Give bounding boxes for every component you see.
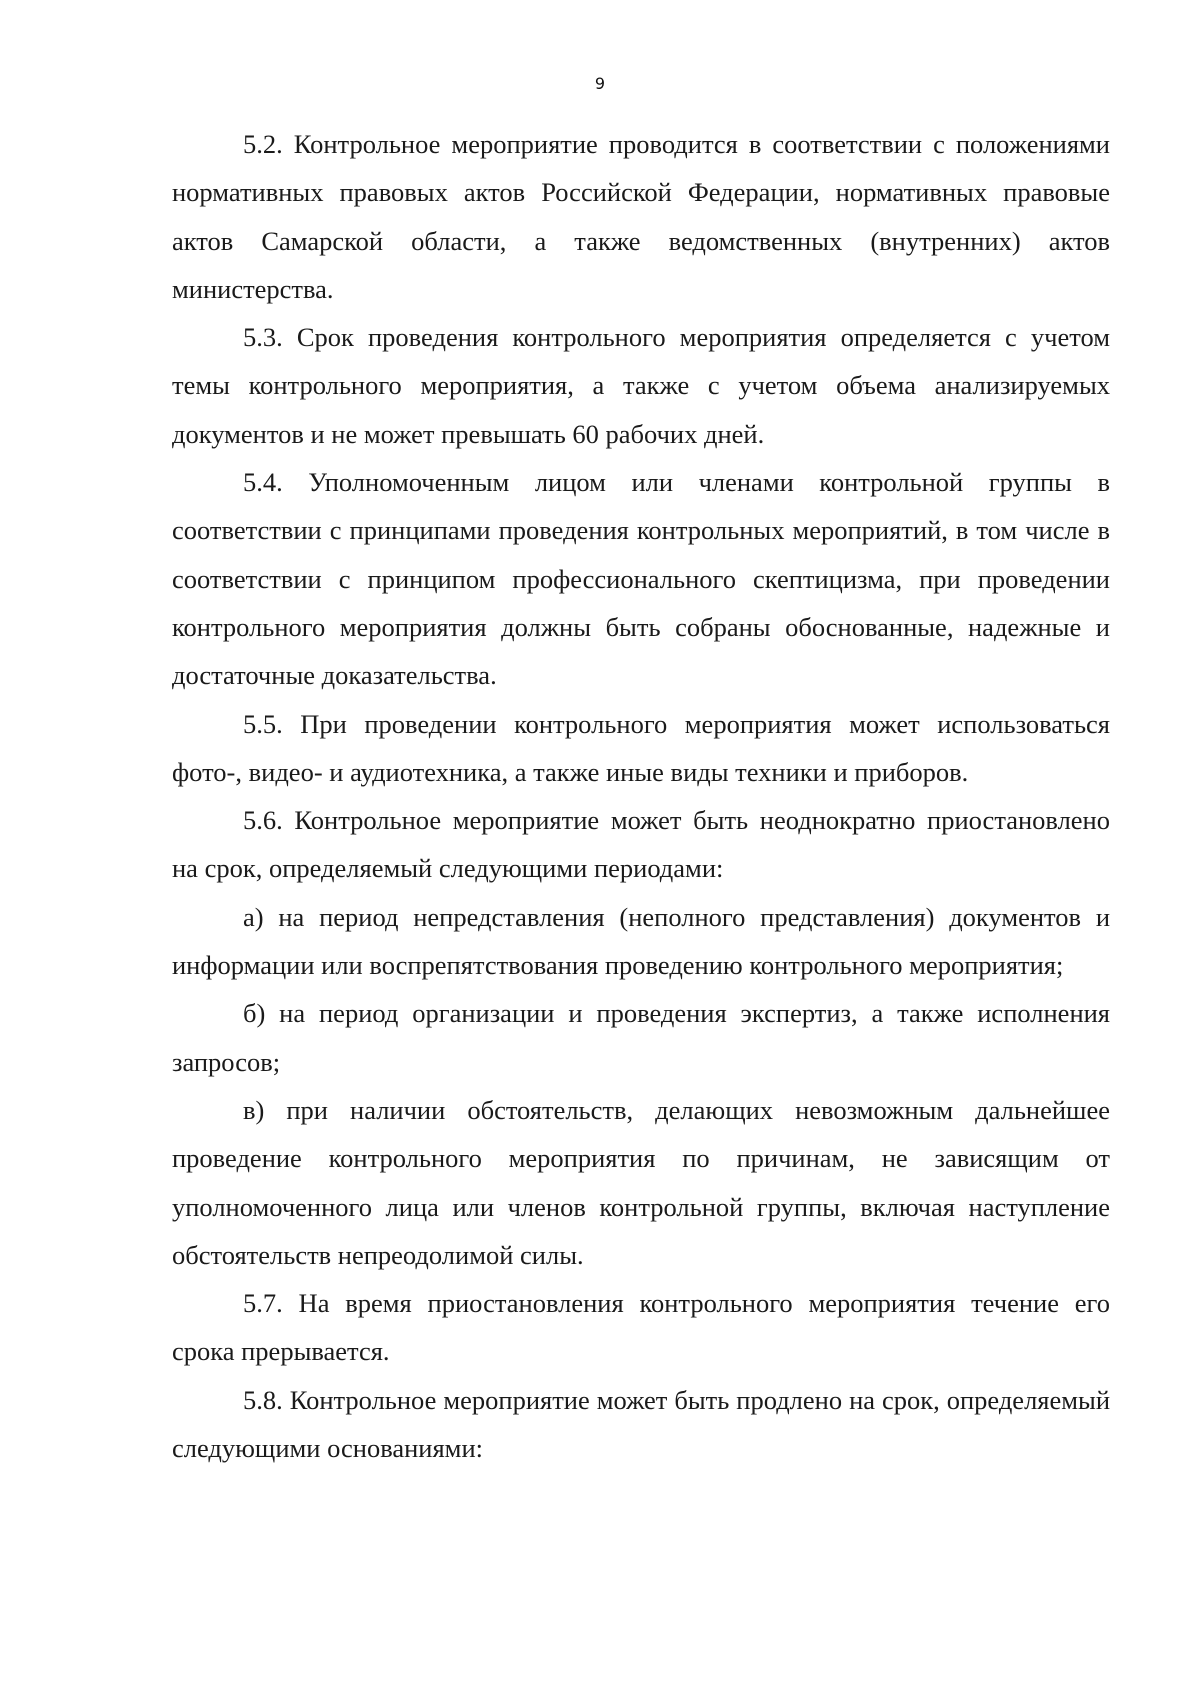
paragraph-5-6-a: а) на период непредставления (неполного представления) документов и информации или воспрепятствования проведению контрольного мероприятия; — [172, 901, 1110, 981]
paragraph-5-8: 5.8. Контрольное мероприятие может быть продлено на срок, определяемый следующими основаниями: — [172, 1384, 1110, 1464]
paragraph-5-3: 5.3. Срок проведения контрольного мероприятия определяется с учетом темы контрольного мероприятия, а также с учетом объема анализируемых документов и не может превышать 60 рабочих дней. — [172, 322, 1110, 449]
paragraph-5-2: 5.2. Контрольное мероприятие проводится в соответствии с положениями нормативных правовых актов Российской Федерации, нормативных правовые актов Самарской области, а также ведомственных (внутренних) актов министерства. — [172, 129, 1110, 304]
paragraph-5-5: 5.5. При проведении контрольного мероприятия может использоваться фото-, видео- и аудиотехника, а также иные виды техники и приборов. — [172, 708, 1110, 787]
paragraph-5-4: 5.4. Уполномоченным лицом или членами контрольной группы в соответствии с принципами проведения контрольных мероприятий, в том числе в соответствии с принципом профессионального скептицизма, при проведении контрольного мероприятия должны быть собраны обоснованные, надежные и достаточные доказательства. — [172, 467, 1110, 691]
paragraph-5-6-v: в) при наличии обстоятельств, делающих невозможным дальнейшее проведение контрольного мероприятия по причинам, не зависящим от уполномоченного лица или членов контрольной группы, включая наступление обстоятельств непреодолимой силы. — [172, 1094, 1110, 1270]
page-number: 9 — [594, 74, 606, 93]
paragraph-5-6-b: б) на период организации и проведения экспертиз, а также исполнения запросов; — [172, 998, 1110, 1077]
paragraph-5-7: 5.7. На время приостановления контрольного мероприятия течение его срока прерывается. — [172, 1288, 1110, 1367]
paragraph-5-6: 5.6. Контрольное мероприятие может быть неоднократно приостановлено на срок, определяемый следующими периодами: — [172, 805, 1110, 884]
document-body — [172, 120, 1110, 1472]
